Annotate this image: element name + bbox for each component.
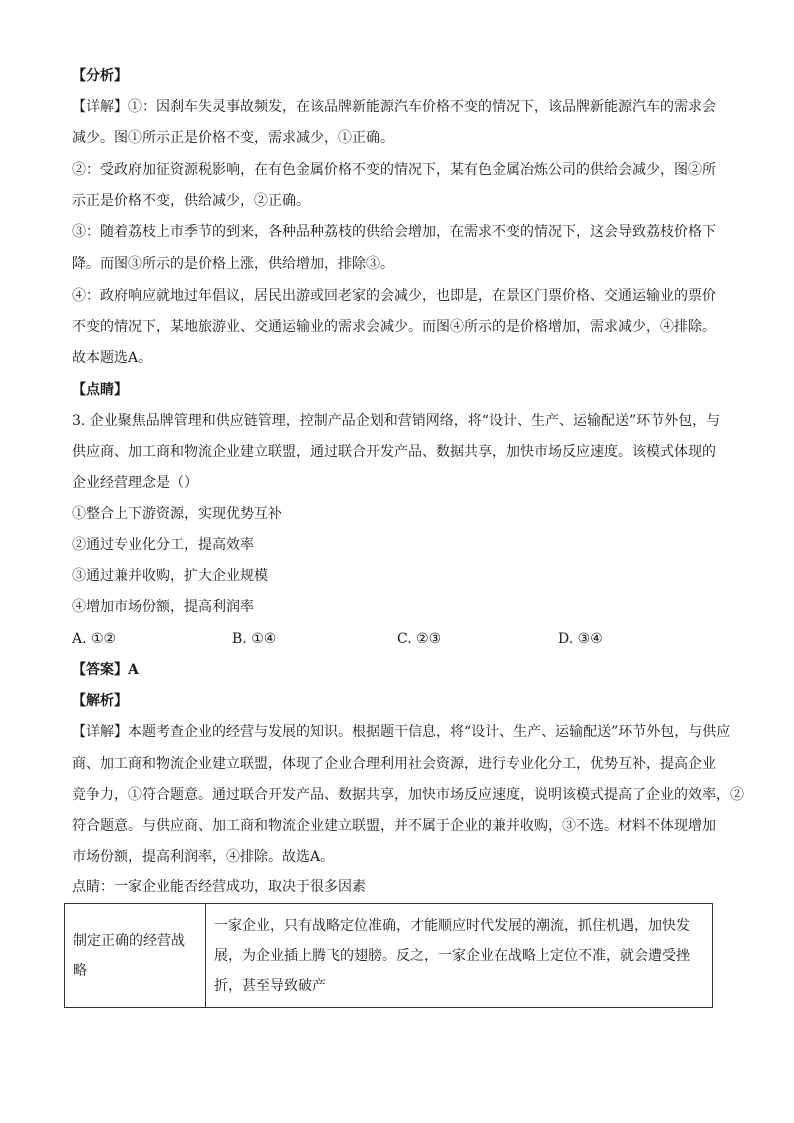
explanation-line: 商、加工商和物流企业建立联盟，体现了企业合理利用社会资源，进行专业化分工，优势互补，提高企业: [72, 756, 716, 772]
option-c: C. ②③: [397, 631, 442, 647]
tip-line: 点睛：一家企业能否经营成功，取决于很多因素: [72, 879, 366, 895]
explanation-line: 市场份额，提高利润率，④排除。故选A。: [72, 849, 335, 865]
detail-line: 【详解】①：因刹车失灵事故频发，在该品牌新能源汽车价格不变的情况下，该品牌新能源汽车的需求会: [72, 99, 716, 115]
statement-2: ②通过专业化分工，提高效率: [72, 537, 254, 553]
option-b: B. ①④: [232, 631, 277, 647]
detail-line: ③：随着荔枝上市季节的到来，各种品种荔枝的供给会增加，在需求不变的情况下，这会导致荔枝价格下: [72, 224, 716, 240]
statement-3: ③通过兼并收购，扩大企业规模: [72, 568, 268, 584]
detail-line: 示正是价格不变，供给减少，②正确。: [72, 193, 310, 209]
option-d: D. ③④: [558, 631, 603, 647]
heading-analysis: 【分析】: [72, 68, 128, 84]
option-a: A. ①②: [72, 631, 117, 647]
question-stem: 供应商、加工商和物流企业建立联盟，通过联合开发产品、数据共享，加快市场反应速度。该模式体现的: [72, 444, 716, 460]
detail-line: 降。而图③所示的是价格上涨，供给增加，排除③。: [72, 256, 394, 272]
explanation-line: 竞争力，①符合题意。通过联合开发产品、数据共享，加快市场反应速度，说明该模式提高了企业的效率，②: [72, 787, 744, 803]
statement-1: ①整合上下游资源，实现优势互补: [72, 506, 282, 522]
question-stem: 企业经营理念是（）: [72, 475, 198, 491]
detail-line: 不变的情况下，某地旅游业、交通运输业的需求会减少。而图④所示的是价格增加，需求减少，④排除。: [72, 319, 716, 335]
statement-4: ④增加市场份额，提高利润率: [72, 599, 254, 615]
explanation-line: 符合题意。与供应商、加工商和物流企业建立联盟，并不属于企业的兼并收购，③不选。材料不体现增加: [72, 818, 716, 834]
answer-line: 【答案】A: [72, 662, 139, 678]
explanation-line: 【详解】本题考查企业的经营与发展的知识。根据题干信息，将“设计、生产、运输配送”环节外包，与供应: [72, 724, 731, 740]
detail-line: ④：政府响应就地过年倡议，居民出游或回老家的会减少，也即是，在景区门票价格、交通运输业的票价: [72, 288, 716, 304]
heading-explanation: 【解析】: [72, 693, 128, 709]
detail-line: ②：受政府加征资源税影响，在有色金属价格不变的情况下，某有色金属冶炼公司的供给会减少，图②所: [72, 162, 716, 178]
table-cell-topic: 制定正确的经营战略: [65, 904, 206, 1008]
table-cell-content: 一家企业，只有战略定位准确，才能顺应时代发展的潮流，抓住机遇，加快发展，为企业插上腾飞的翅膀。反之，一家企业在战略上定位不准，就会遭受挫折，甚至导致破产: [206, 904, 713, 1008]
table-row: [65, 904, 713, 1008]
knowledge-table: [64, 903, 713, 1008]
conclusion-line: 故本题选A。: [72, 350, 153, 366]
heading-dianjing: 【点睛】: [72, 382, 128, 398]
detail-line: 减少。图①所示正是价格不变，需求减少，①正确。: [72, 130, 394, 146]
question-stem: 3. 企业聚焦品牌管理和供应链管理，控制产品企划和营销网络，将“设计、生产、运输配送”环节外包，与: [72, 413, 721, 429]
